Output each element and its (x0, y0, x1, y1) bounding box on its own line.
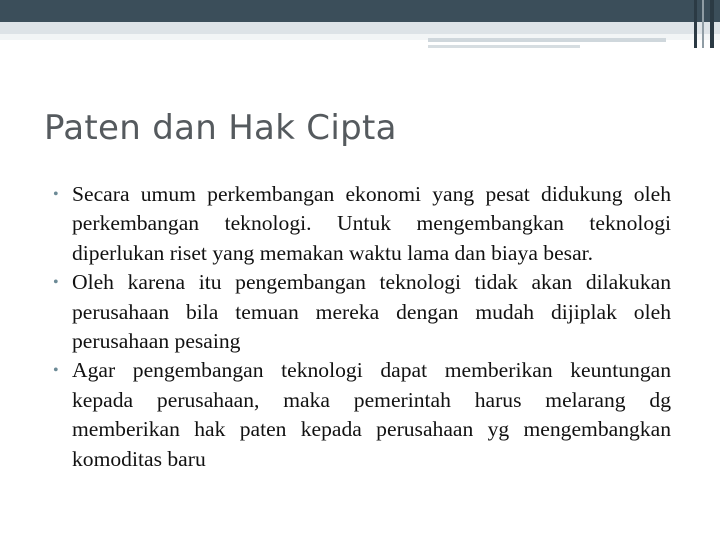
bullet-text: Agar pengembangan teknologi dapat memberikan keuntungan kepada perusahaan, maka pemerintah harus melarang dg memberikan hak paten kepada perusahaan yg mengembangkan komoditas baru (72, 358, 671, 471)
bullet-item (50, 356, 671, 474)
header-bar-dark (0, 0, 720, 22)
slide-title: Paten dan Hak Cipta (44, 108, 397, 148)
bullet-icon: • (53, 274, 59, 292)
header-stripe-1 (694, 0, 697, 48)
header-stripe-3 (710, 0, 714, 48)
bullet-list (50, 180, 671, 474)
header-bar-light (0, 22, 720, 34)
bullet-icon: • (53, 362, 59, 380)
header-stripe-2 (702, 0, 704, 48)
bullet-icon: • (53, 186, 59, 203)
bullet-item (50, 268, 671, 356)
bullet-text: Secara umum perkembangan ekonomi yang pesat didukung oleh perkembangan teknologi. Untuk mengembangkan teknologi diperlukan riset yang memakan waktu lama dan biaya besar. (72, 182, 671, 265)
bullet-text: Oleh karena itu pengembangan teknologi tidak akan dilakukan perusahaan bila temuan mereka dengan mudah dijiplak oleh perusahaan pesaing (72, 270, 671, 354)
header-accent-line-2 (428, 45, 580, 48)
header-accent-line-1 (428, 38, 666, 42)
bullet-item (50, 180, 671, 268)
